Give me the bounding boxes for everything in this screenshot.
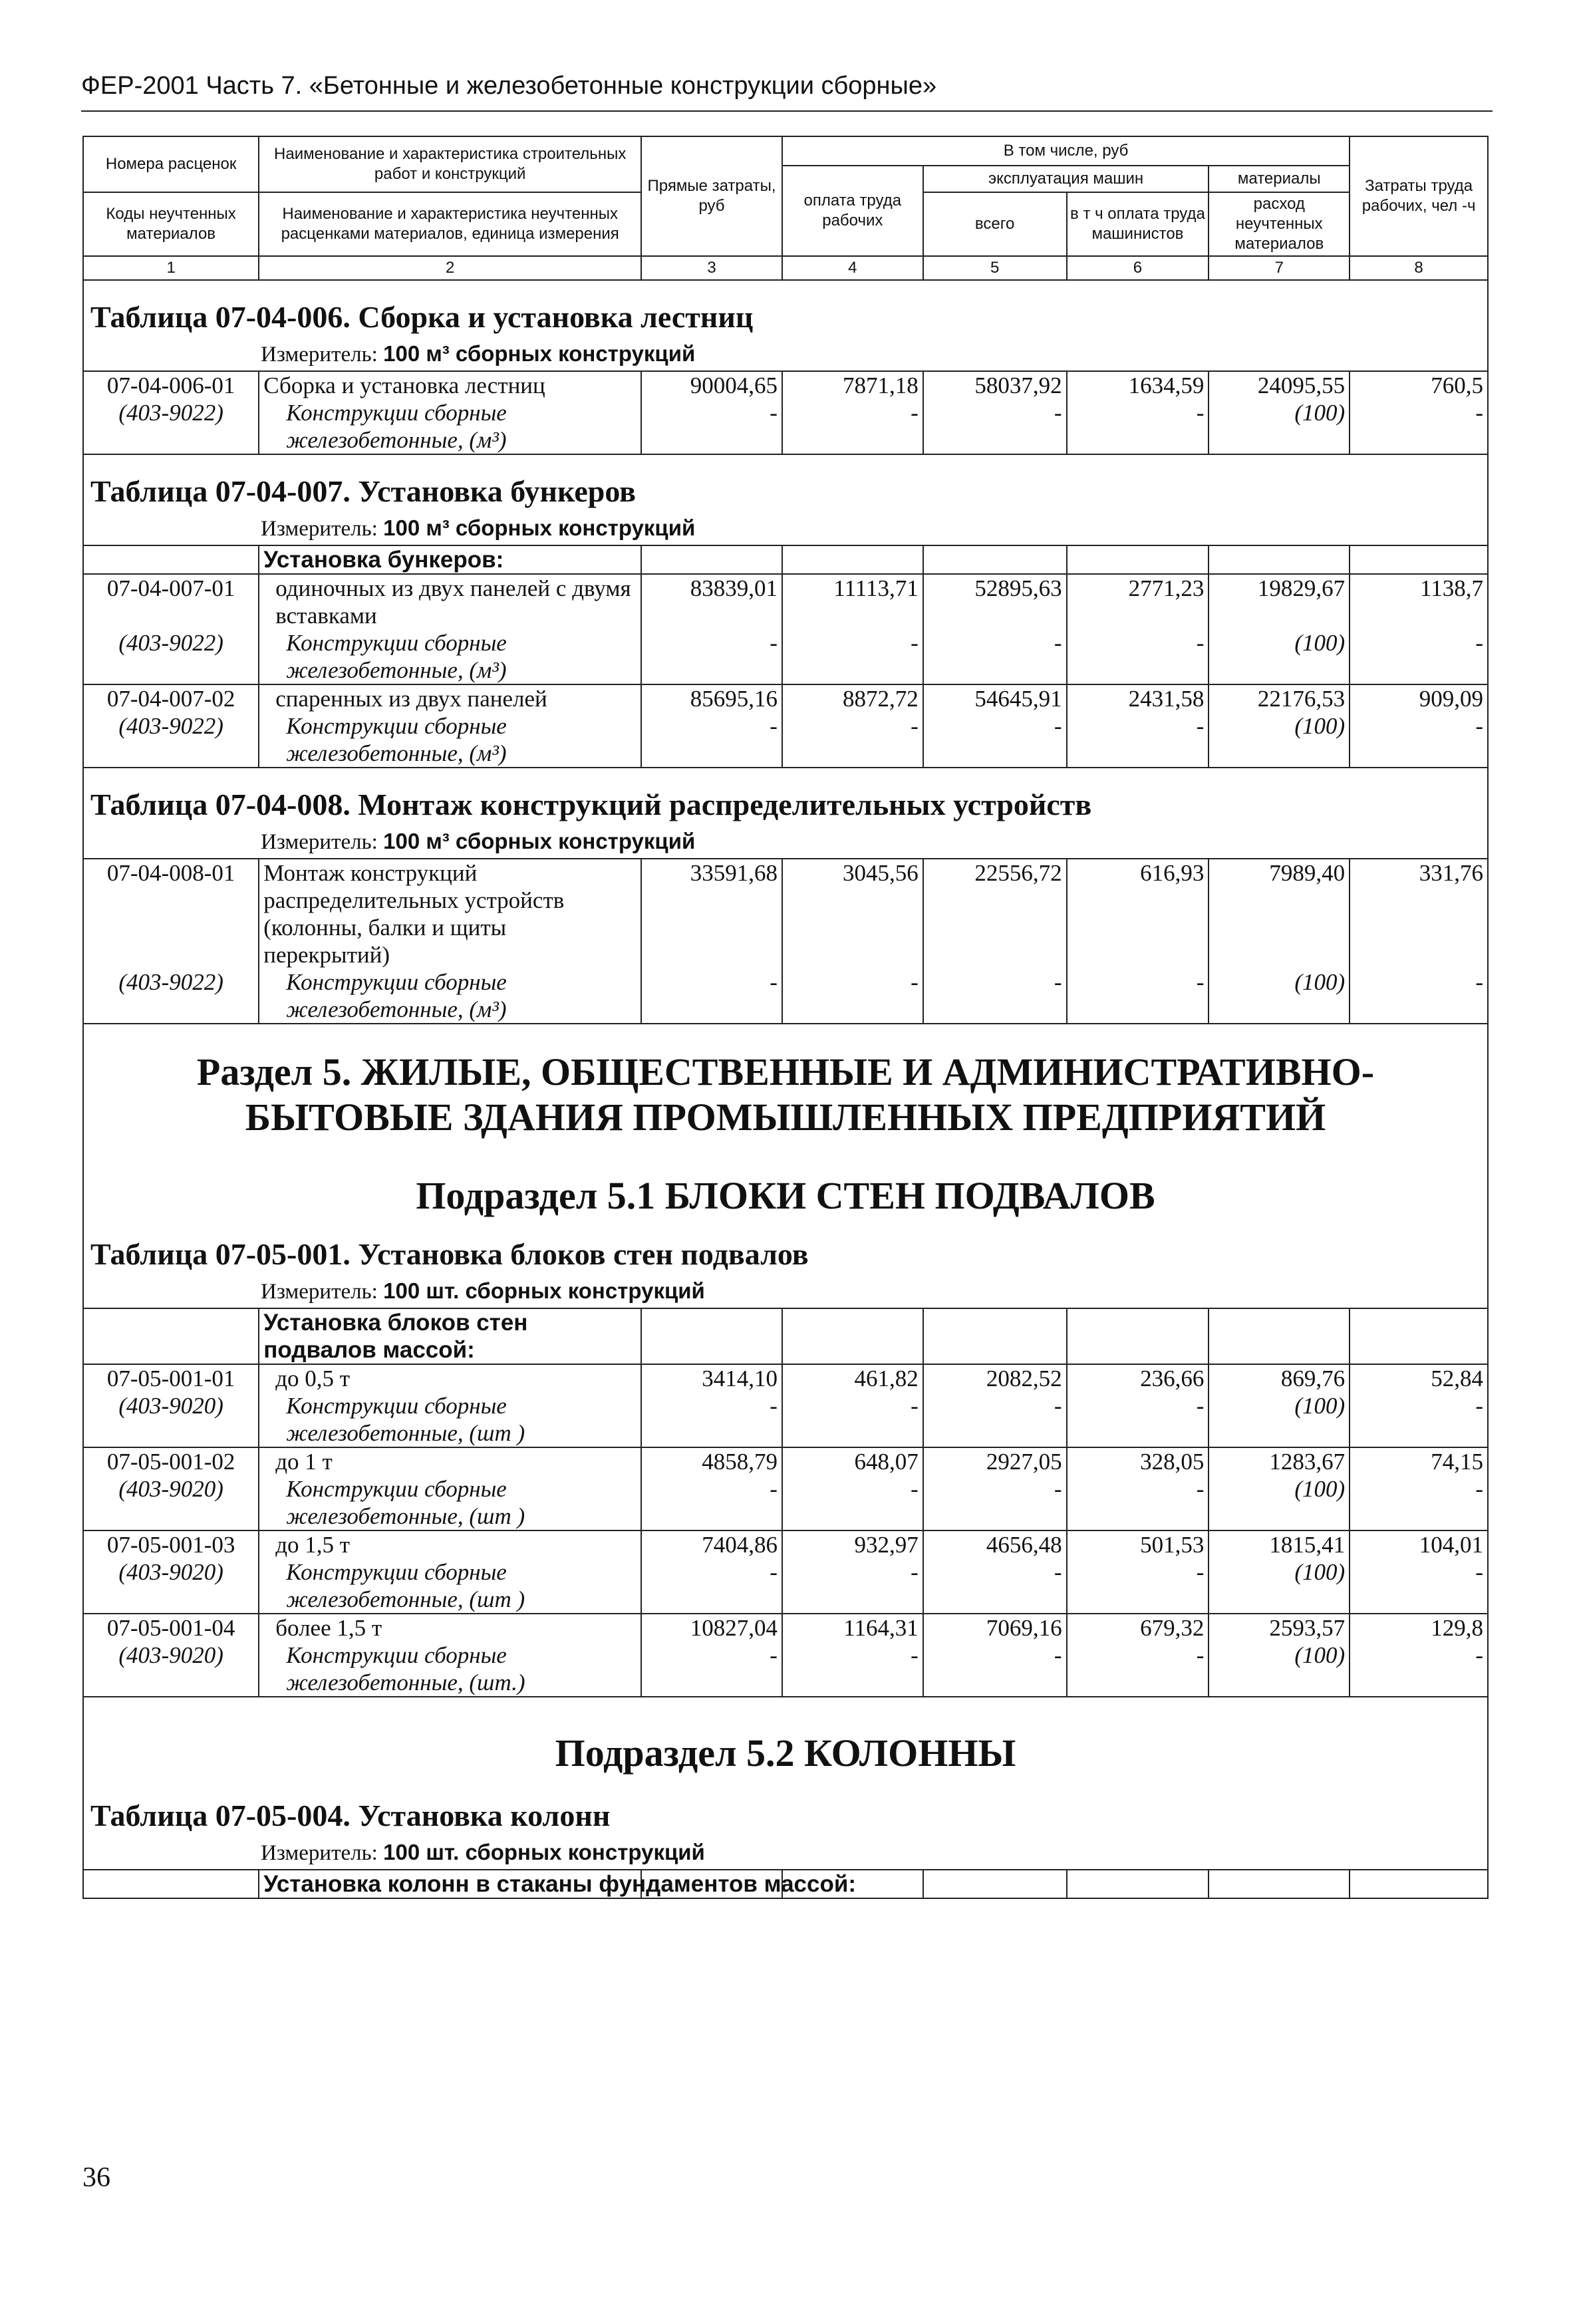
col-material-use: расход неучтенных материалов	[1209, 192, 1350, 256]
header-rule	[81, 110, 1493, 112]
column-header	[82, 136, 1489, 281]
table-07-04-007	[82, 546, 1489, 768]
subsection-heading: Подраздел 5.2 КОЛОННЫ	[82, 1697, 1489, 1789]
rates-sheet	[82, 136, 1489, 2324]
unit-line: Измеритель: 100 м³ сборных конструкций	[82, 341, 1489, 372]
col-num: 4	[782, 256, 923, 280]
group-heading: Установка бункеров:	[259, 546, 641, 574]
material-row: (403-9020) Конструкции сборные железобетонные, (шт ) - - - - (100) -	[83, 1475, 1488, 1530]
group-heading: Установка блоков стен подвалов массой:	[259, 1309, 641, 1364]
table-row: 07-05-001-01 до 0,5 т 3414,10 461,82 2082,52 236,66 869,76 52,84	[83, 1364, 1488, 1392]
unit-line: Измеритель: 100 шт. сборных конструкций	[82, 1840, 1489, 1870]
table-title: Таблица 07-04-006. Сборка и установка лестниц	[82, 281, 1489, 341]
running-header: ФЕР-2001 Часть 7. «Бетонные и железобетонные конструкции сборные»	[81, 72, 937, 100]
col-num: 2	[259, 256, 641, 280]
table-row: 07-04-008-01 Монтаж конструкций распределительных устройств (колонны, балки и щиты перекрытий) 33591,68 3045,56 22556,72 616,93 7989,40 331,76	[83, 859, 1488, 968]
col-machines-total: всего	[923, 192, 1067, 256]
table-row: 07-05-001-02 до 1 т 4858,79 648,07 2927,05 328,05 1283,67 74,15	[83, 1447, 1488, 1475]
table-title: Таблица 07-04-007. Установка бункеров	[82, 455, 1489, 515]
col-direct-costs: Прямые затраты, руб	[641, 136, 782, 256]
col-rate-number: Номера расценок	[83, 136, 259, 192]
col-wages: оплата труда рабочих	[782, 166, 923, 256]
table-title: Таблица 07-05-004. Установка колонн	[82, 1789, 1489, 1840]
col-num: 5	[923, 256, 1067, 280]
page-number: 36	[82, 2162, 110, 2193]
table-title: Таблица 07-04-008. Монтаж конструкций распределительных устройств	[82, 768, 1489, 829]
col-num: 3	[641, 256, 782, 280]
material-row: (403-9022) Конструкции сборные железобетонные, (м³) - - - - (100) -	[83, 629, 1488, 684]
col-machine-operation: эксплуатация машин	[923, 166, 1209, 192]
col-materials: материалы	[1209, 166, 1350, 192]
col-group-incl: В том числе, руб	[782, 136, 1350, 166]
material-row: (403-9020) Конструкции сборные железобетонные, (шт.) - - - - (100) -	[83, 1642, 1488, 1697]
section-heading: Раздел 5. ЖИЛЫЕ, ОБЩЕСТВЕННЫЕ И АДМИНИСТРАТИВНО- БЫТОВЫЕ ЗДАНИЯ ПРОМЫШЛЕННЫХ ПРЕДПРИЯТИЙ	[82, 1024, 1489, 1153]
col-labor-hours: Затраты труда рабочих, чел -ч	[1350, 136, 1488, 256]
table-row: 07-05-001-03 до 1,5 т 7404,86 932,97 4656,48 501,53 1815,41 104,01	[83, 1530, 1488, 1558]
material-row: (403-9022) Конструкции сборные железобетонные, (м³) - - - - (100) -	[83, 968, 1488, 1024]
unit-line: Измеритель: 100 м³ сборных конструкций	[82, 829, 1489, 859]
col-num: 6	[1067, 256, 1209, 280]
table-row: 07-04-006-01 Сборка и установка лестниц 90004,65 7871,18 58037,92 1634,59 24095,55 760,5	[83, 372, 1488, 399]
table-title: Таблица 07-05-001. Установка блоков стен подвалов	[82, 1231, 1489, 1278]
col-material-names: Наименование и характеристика неучтенных расценками материалов, единица измерения	[259, 192, 641, 256]
unit-line: Измеритель: 100 шт. сборных конструкций	[82, 1278, 1489, 1309]
material-row: (403-9022) Конструкции сборные железобетонные, (м³) - - - - (100) -	[83, 399, 1488, 454]
material-row: (403-9020) Конструкции сборные железобетонные, (шт ) - - - - (100) -	[83, 1392, 1488, 1447]
table-07-04-008	[82, 859, 1489, 1024]
col-work-name: Наименование и характеристика строительных работ и конструкций	[259, 136, 641, 192]
unit-line: Измеритель: 100 м³ сборных конструкций	[82, 515, 1489, 546]
table-row: 07-04-007-02 спаренных из двух панелей 85695,16 8872,72 54645,91 2431,58 22176,53 909,09	[83, 684, 1488, 712]
col-material-codes: Коды неучтенных материалов	[83, 192, 259, 256]
group-heading: Установка колонн в стаканы фундаментов массой:	[259, 1870, 641, 1898]
material-row: (403-9020) Конструкции сборные железобетонные, (шт ) - - - - (100) -	[83, 1558, 1488, 1614]
table-07-04-006	[82, 372, 1489, 455]
col-num: 7	[1209, 256, 1350, 280]
table-07-05-004	[82, 1870, 1489, 1899]
subsection-heading: Подраздел 5.1 БЛОКИ СТЕН ПОДВАЛОВ	[82, 1153, 1489, 1231]
table-row: 07-05-001-04 более 1,5 т 10827,04 1164,31 7069,16 679,32 2593,57 129,8	[83, 1614, 1488, 1642]
col-num: 8	[1350, 256, 1488, 280]
col-operator-wages: в т ч оплата труда машинистов	[1067, 192, 1209, 256]
material-row: (403-9022) Конструкции сборные железобетонные, (м³) - - - - (100) -	[83, 712, 1488, 768]
col-num: 1	[83, 256, 259, 280]
table-row: 07-04-007-01 одиночных из двух панелей с двумя вставками 83839,01 11113,71 52895,63 2771,23 19829,67 1138,7	[83, 574, 1488, 629]
table-07-05-001	[82, 1309, 1489, 1697]
